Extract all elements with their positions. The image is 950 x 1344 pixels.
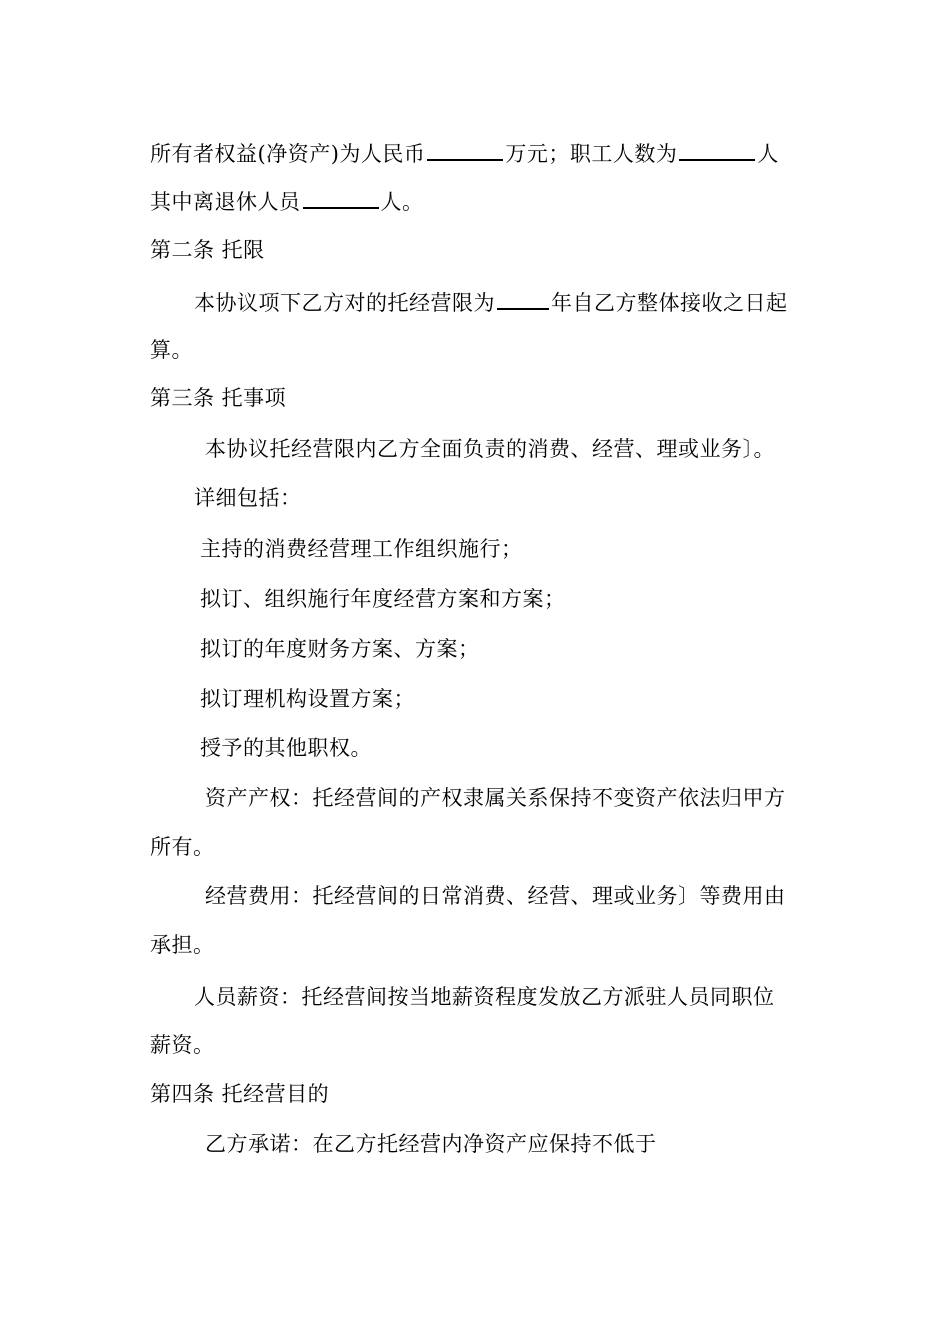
- list-item: 拟订的年度财务方案、方案；: [200, 637, 480, 661]
- paragraph-line: 本协议托经营限内乙方全面负责的消费、经营、理或业务〕。: [205, 437, 775, 461]
- article-heading: 第四条 托经营目的: [150, 1082, 330, 1106]
- text-segment: 人。: [380, 190, 424, 214]
- paragraph-line: 经营费用：托经营间的日常消费、经营、理或业务〕等费用由: [205, 884, 786, 908]
- list-item: 主持的消费经营理工作组织施行；: [200, 537, 523, 561]
- paragraph-line: [150, 187, 424, 216]
- fill-blank: [679, 139, 755, 161]
- list-item: 授予的其他职权。: [200, 736, 372, 760]
- text-segment: 万元；职工人数为: [505, 142, 678, 166]
- paragraph-line: [150, 139, 779, 168]
- article-heading: 第二条 托限: [150, 238, 265, 262]
- paragraph-line: 详细包括：: [194, 486, 302, 510]
- text-segment: 所有者权益(净资产)为人民币: [150, 142, 426, 166]
- list-item: 拟订理机构设置方案；: [200, 687, 415, 711]
- fill-blank: [303, 187, 379, 209]
- fill-blank: [497, 288, 549, 310]
- paragraph-line: 算。: [150, 338, 193, 362]
- text-segment: 本协议项下乙方对的托经营限为: [194, 291, 495, 315]
- article-heading: 第三条 托事项: [150, 386, 287, 410]
- text-segment: 人: [757, 142, 779, 166]
- text-segment: 年自乙方整体接收之日起: [551, 291, 788, 315]
- paragraph-line: 人员薪资：托经营间按当地薪资程度发放乙方派驻人员同职位: [194, 985, 775, 1009]
- paragraph-line: 资产产权：托经营间的产权隶属关系保持不变资产依法归甲方: [205, 786, 786, 810]
- paragraph-line: 所有。: [150, 835, 215, 859]
- paragraph-line: 薪资。: [150, 1033, 215, 1057]
- list-item: 拟订、组织施行年度经营方案和方案；: [200, 587, 566, 611]
- paragraph-line: 承担。: [150, 933, 215, 957]
- fill-blank: [427, 139, 503, 161]
- paragraph-line: 乙方承诺：在乙方托经营内净资产应保持不低于: [205, 1132, 657, 1156]
- text-segment: 其中离退休人员: [150, 190, 301, 214]
- paragraph-line: [194, 288, 788, 317]
